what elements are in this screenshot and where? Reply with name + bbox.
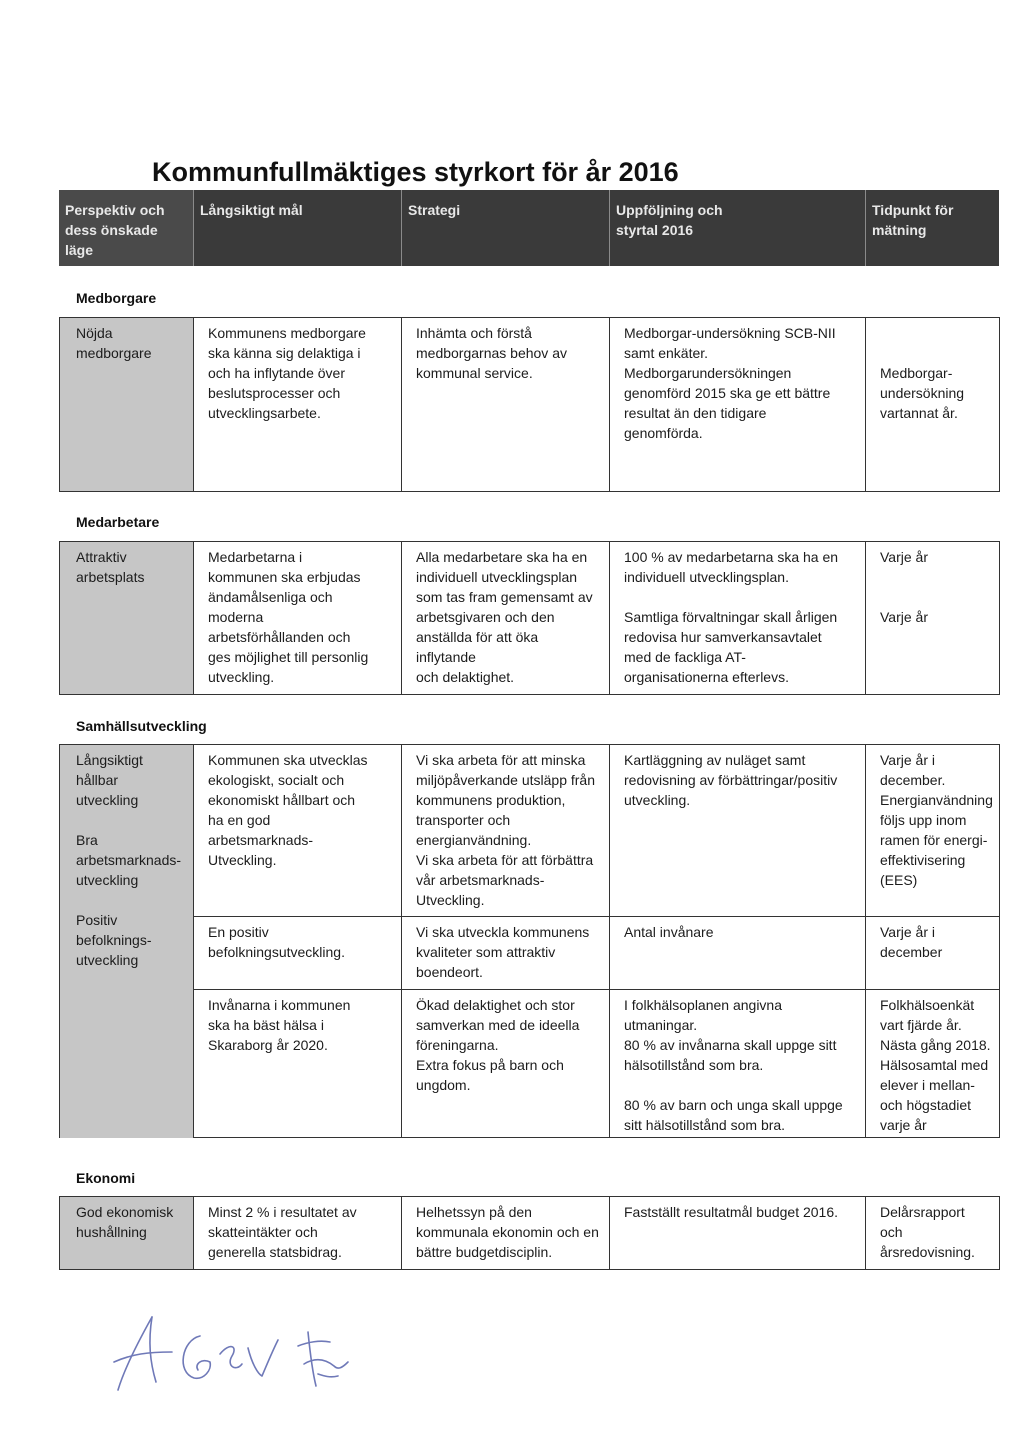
goal-cell: Kommunens medborgare ska känna sig delaktiga i och ha inflytande över beslutsprocesser och utvecklingsarbete. <box>194 318 402 492</box>
table-row <box>60 745 1000 917</box>
strategy-cell: Vi ska arbeta för att minska miljöpåverkande utsläpp från kommunens produktion, transporter och energianvändning. Vi ska arbeta för att förbättra vår arbetsmarknads- Utveckling. <box>402 745 610 917</box>
header-strategy: Strategi <box>401 190 609 266</box>
followup-cell: Antal invånare <box>610 917 866 990</box>
perspective-cell: Attraktiv arbetsplats <box>60 542 194 695</box>
followup-cell: Fastställt resultatmål budget 2016. <box>610 1197 866 1270</box>
timing-cell: Varje år i december. Energianvändning följs upp inom ramen för energi- effektivisering (EES) <box>866 745 1000 917</box>
strategy-cell: Inhämta och förstå medborgarnas behov av kommunal service. <box>402 318 610 492</box>
timing-cell: Folkhälsoenkät vart fjärde år. Nästa gång 2018. Hälsosamtal med elever i mellan- och högstadiet varje år <box>866 990 1000 1138</box>
strategy-cell: Helhetssyn på den kommunala ekonomin och en bättre budgetdisciplin. <box>402 1197 610 1270</box>
header-long-term-goal: Långsiktigt mål <box>193 190 401 266</box>
timing-cell: Varje år i december <box>866 917 1000 990</box>
followup-cell: I folkhälsoplanen angivna utmaningar. 80 % av invånarna skall uppge sitt hälsotillstånd som bra. 80 % av barn och unga skall uppge sitt hälsotillstånd som bra. <box>610 990 866 1138</box>
perspective-cell: God ekonomisk hushållning <box>60 1197 194 1270</box>
perspective-cell: Nöjda medborgare <box>60 318 194 492</box>
timing-cell: Varje år Varje år <box>866 542 1000 695</box>
table-ekonomi <box>59 1196 1000 1270</box>
followup-cell: 100 % av medarbetarna ska ha en individuell utvecklingsplan. Samtliga förvaltningar skall årligen redovisa hur samverkansavtalet med de fackliga AT- organisationerna efterlevs. <box>610 542 866 695</box>
table-header <box>59 190 999 266</box>
table-row <box>60 318 1000 492</box>
goal-cell: Invånarna i kommunen ska ha bäst hälsa i Skaraborg år 2020. <box>194 990 402 1138</box>
table-row <box>60 1197 1000 1270</box>
goal-cell: Minst 2 % i resultatet av skatteintäkter och generella statsbidrag. <box>194 1197 402 1270</box>
table-medborgare <box>59 317 1000 492</box>
perspective-cell: Långsiktigt hållbar utveckling Bra arbetsmarknads- utveckling Positiv befolknings- utveckling <box>60 745 194 1138</box>
header-followup: Uppföljning och styrtal 2016 <box>609 190 865 266</box>
timing-cell: Delårsrapport och årsredovisning. <box>866 1197 1000 1270</box>
goal-cell: En positiv befolkningsutveckling. <box>194 917 402 990</box>
section-title-ekonomi: Ekonomi <box>76 1170 136 1186</box>
table-medarbetare <box>59 541 1000 695</box>
strategy-cell: Ökad delaktighet och stor samverkan med de ideella föreningarna. Extra fokus på barn och ungdom. <box>402 990 610 1138</box>
section-title-medborgare: Medborgare <box>76 290 157 306</box>
handwritten-signature <box>112 1312 372 1394</box>
section-title-samhallsutveckling: Samhällsutveckling <box>76 718 207 734</box>
strategy-cell: Alla medarbetare ska ha en individuell utvecklingsplan som tas fram gemensamt av arbetsgivaren och den anställda för att öka inflytande och delaktighet. <box>402 542 610 695</box>
table-row <box>60 917 1000 990</box>
header-perspective: Perspektiv och dess önskade läge <box>59 190 193 266</box>
table-row <box>60 990 1000 1138</box>
header-timing: Tidpunkt för mätning <box>865 190 999 266</box>
goal-cell: Medarbetarna i kommunen ska erbjudas ändamålsenliga och moderna arbetsförhållanden och ges möjlighet till personlig utveckling. <box>194 542 402 695</box>
page-title: Kommunfullmäktiges styrkort för år 2016 <box>152 157 679 187</box>
goal-cell: Kommunen ska utvecklas ekologiskt, socialt och ekonomiskt hållbart och ha en god arbetsmarknads- Utveckling. <box>194 745 402 917</box>
timing-cell: Medborgar- undersökning vartannat år. <box>866 318 1000 492</box>
section-title-medarbetare: Medarbetare <box>76 514 160 530</box>
table-samhallsutveckling <box>59 744 1000 1138</box>
table-row <box>60 542 1000 695</box>
strategy-cell: Vi ska utveckla kommunens kvaliteter som attraktiv boendeort. <box>402 917 610 990</box>
followup-cell: Kartläggning av nuläget samt redovisning av förbättringar/positiv utveckling. <box>610 745 866 917</box>
followup-cell: Medborgar-undersökning SCB-NII samt enkäter. Medborgarundersökningen genomförd 2015 ska ge ett bättre resultat än den tidigare genomförda. <box>610 318 866 492</box>
